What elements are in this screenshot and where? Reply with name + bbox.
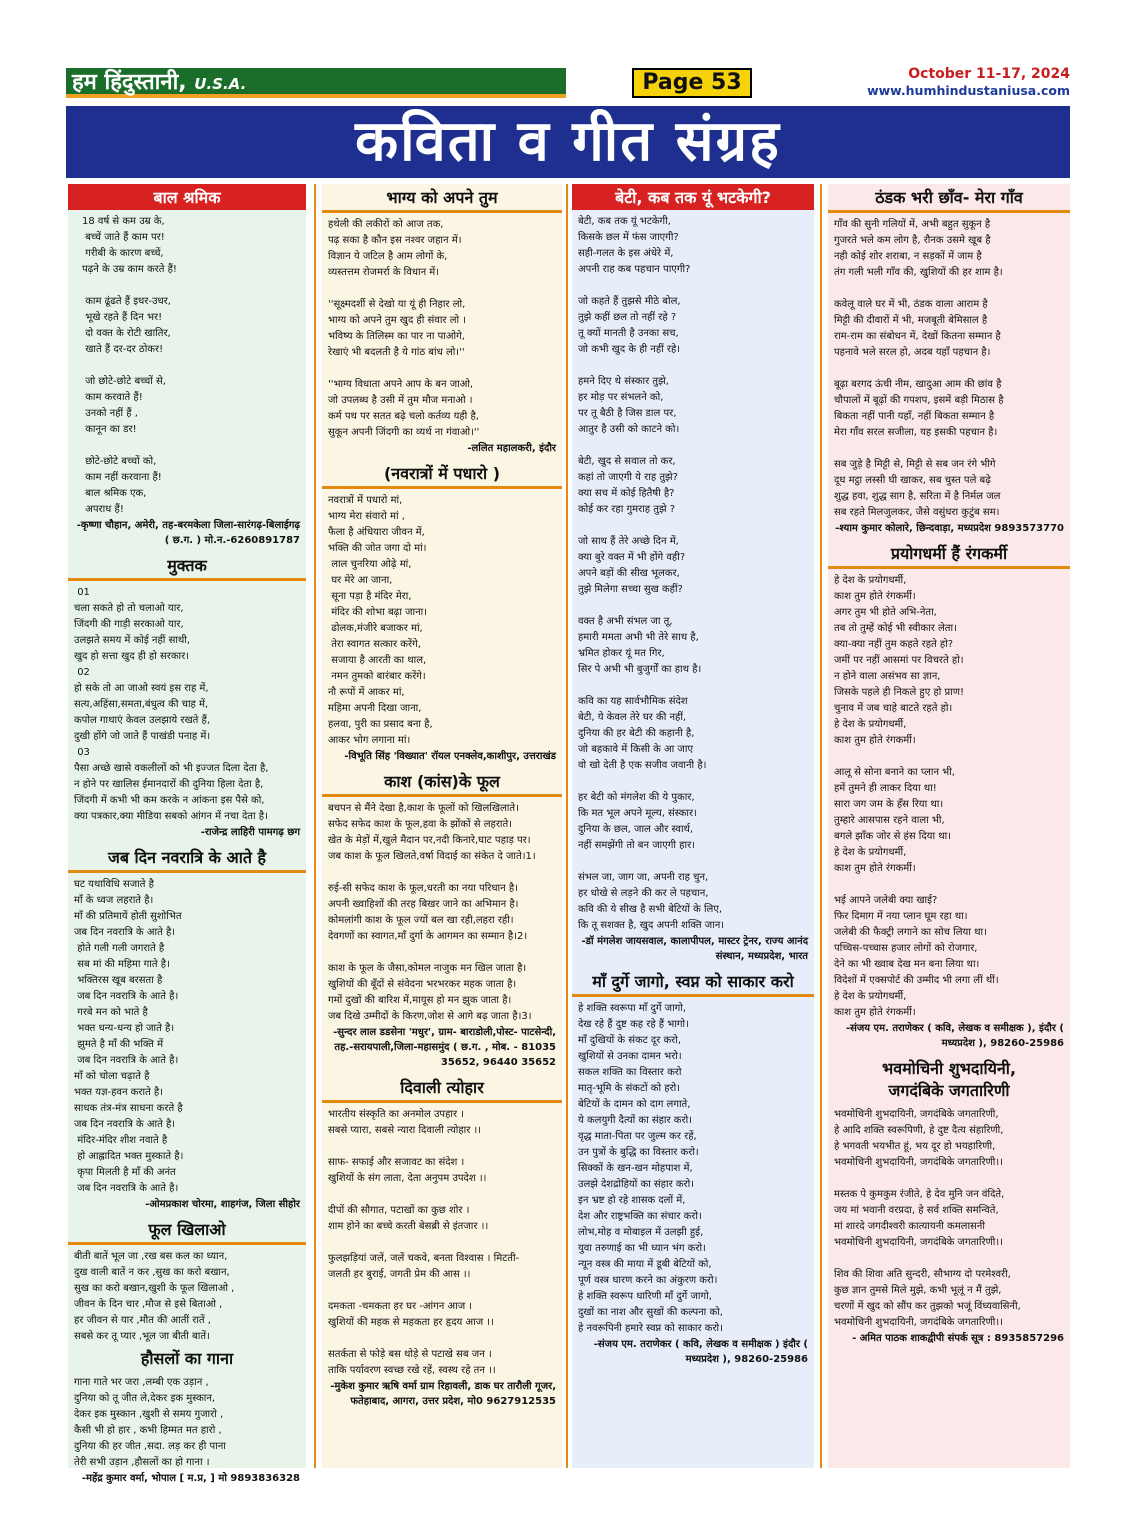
poem-body: हे शक्ति स्वरूपा माँ दुर्गे जागो, देख रहे हैं दुष्ट कह रहे हैं भागो। माँ दुखियों के संकट दूर करो, खुशियों से उनका दामन भरो। सकल शक्ति का विस्तार करो मातृ-भूमि के संकटों को हरो। बेटियों के दामन को दाग लगाते, ये कलयुगी दैत्यों का संहार करो। वृद्ध माता-पिता पर जुल्म कर रहें, उन पुत्रों के बुद्धि का विस्तार करो। सिक्कों के खन-खन मोहपाश में, उलझे देशद्रोहियों का संहार करो। इन भ्रष्ट हो रहे शासक दलों में, देश और राष्ट्रभक्ति का संचार करो। लोभ,मोह व मोबाइल में उलझी हुई, युवा तरुणाई का भी ध्यान भंग करो। न्यून वस्त्र की माया में डूबी बेटियों को, पूर्ण वस्त्र धारण करने का अंकुरण करो। हे शक्ति स्वरूप धारिणी माँ दुर्गे जागो, दुखों का नाश और सुखों की कल्पना को, हे नवरूपिनी हमारे स्वप्न को साकार करो। [578,1003,723,1334]
poem-title: हौसलों का गाना [140,1349,234,1368]
brand-suffix: U.S.A. [194,75,247,93]
column-divider [566,184,568,1468]
poem-title: प्रयोगधर्मी हैं रंगकर्मी [828,540,1070,569]
poem-author: - अमित पाठक शाकद्वीपी संपर्क सूत्र : 8935857296 [852,1333,1064,1344]
poem-body: नवरात्रों में पधारो मां, भाग्य मेरा संवारो मां , फैला है अंधियारा जीवन में, भक्ति की जोत जगा दो मां। लाल चुनरिया ओढ़े मां, घर मेरे आ जाना, सूना पड़ा है मंदिर मेरा, मंदिर की शोभा बढ़ा जाना। ढोलक,मंजीरे बजाकर मां, तेरा स्वागत सत्कार करेंगे, सजाया है आरती का थाल, नमन तुमको बारंबार करेंगे। नौ रूपों में आकर मां, महिमा अपनी दिखा जाना, हलवा, पुरी का प्रसाद बना है, आकर भोग लगाना मां। [328,495,433,746]
poem-author: -ओमप्रकाश चोरमा, शाहगंज, जिला सीहोर [145,1199,300,1210]
poem-author: -महेंद्र कुमार वर्मा, भोपाल [ म.प्र, ] मो 9893836328 [81,1473,300,1484]
poem-title: मुक्तक [68,552,306,581]
poem-author: -डॉ मंगलेश जायसवाल, कालापीपल, मास्टर ट्रेनर, राज्य आनंद संस्थान, मध्यप्रदेश, भारत [581,936,808,962]
poem-title: ठंडक भरी छाँव- मेरा गाँव [828,184,1070,213]
poem-title: बाल श्रमिक [68,184,306,210]
column-divider [820,184,822,1468]
poem-author: -राजेन्द्र लाहिरी पामगढ़ छग [200,827,300,838]
poem-body: गाँव की सुनी गलियों में, अभी बहुत सुकून है गुजरते भले कम लोग है, रौनक उसमे खूब है नही कोई शोर शराबा, न सड़कों में जाम है तंग गली भली गाँव की, खुशियों की हर शाम है। कवेलू वाले घर में भी, ठंडक वाला आराम है मिट्टी की दीवारों में भी, मजबूती बेमिसाल है राम-राम का संबोधन में, देखों कितना सम्मान है पहनावे भले सरल हो, अदब यहाँ पहचान है। बूढ़ा बरगद ऊंची नीम, खादुआ आम की छांव है चौपालों में बूढ़ों की गपशप, इसमें बड़ी मिठास है बिकता नहीं पानी यहाँ, नहीं बिकता सम्मान है मेरा गाँव सरल सजीला, यह इसकी पहचान है। सब जुड़े है मिट्टी से, मिट्टी से सब जन रंगे भीगे दूध मट्ठा लस्सी घी खाकर, सब चुस्त पले बढ़े शुद्ध हवा, शुद्ध साग है, सरिता में है निर्मल जल सब रहते मिलजुलकर, जैसे वसुंधरा कुटुंब सम। [834,219,1004,518]
brand-name: हम हिंदुस्तानी, [72,70,187,95]
poem-title: (नवरात्रों में पधारो ) [322,460,562,489]
poem-body: भारतीय संस्कृति का अनमोल उपहार । सबसे प्यारा, सबसे न्यारा दिवाली त्योहार ।। साफ- सफाई और सजावट का संदेश । खुशियों के संग लाता, देता अनुपम उपदेश ।। दीपों की सौगात, पटाखों का कुछ शोर । शाम होने का बच्चे करती बेसब्री से इंतजार ।। फुलझड़ियां जलें, जलें चकवे, बनता विश्वास । मिटती- जलती हर बुराई, जगती प्रेम की आस ।। दमकता -चमकता हर घर -आंगन आज । खुशियों की महक से महकता हर हृदय आज ।। सतर्कता से फोड़े बस थोड़े से पटाखे सब जन । ताकि पर्यावरण स्वच्छ रखे रहें, स्वस्थ रहे तन ।। [328,1109,520,1376]
poem-body: घट यथाविधि सजाते है माँ के ध्वज लहराते है। माँ की प्रतिमायें होती सुशोभित जब दिन नवरात्रि के आते है। होते गली गली जगराते है सब मां की महिमा गाते है। भक्तिरस खूब बरसता है जब दिन नवरात्रि के आते है। गरबे मन को भाते है भक्त धन्य-धन्य हो जाते है। झुमते है माँ की भक्ति में जब दिन नवरात्रि के आते है। माँ को चोला चढ़ाते है भक्त यज्ञ-हवन कराते है। साधक तंत्र-मंत्र साधना करते है जब दिन नवरात्रि के आते है। मंदिर-मंदिर शीश नवाते है हो आह्लादित भक्त मुस्काते है। कृपा मिलती है माँ की अनंत जब दिन नवरात्रि के आते है। [74,879,184,1194]
poem-body: गाना गाते भर जरा ,लम्बी एक उड़ान , दुनिया को तू जीत ले,देकर इक मुस्कान, देकर इक मुस्कान ,खुशी से समय गुजारो , कैसी भी हो हार , कभी हिम्मत मत हारो , दुनिया की हर जीत ,सदा. लड़ कर ही पाना तेरी सभी उड़ान ,हौसलों का हो गाना । [74,1377,226,1468]
poem-body: हथेली की लकीरों को आज तक, पढ़ सका है कौन इस नश्वर जहान में। विज्ञान ये जटिल है आम लोगों के, व्यस्तत्तम रोजमर्रा के विधान में। ''सूक्ष्मदर्शी से देखो या यूं ही निहार लो, भाग्य को अपने तुम खुद ही संवार लो । भविष्य के तिलिस्म का पार ना पाओगे, रेखाएं भी बदलती है ये गांठ बांध लो।'' ''भाग्य विधाता अपने आप के बन जाओ, जो उपलब्ध है उसी में तुम मौज मनाओ । कर्म पथ पर सतत बढ़े चलो कर्तव्य यही है, सुकून अपनी जिंदगी का व्यर्थ ना गंवाओ।'' [328,219,480,438]
poem-body: बचपन से मैंने देखा है,काश के फूलों को खिलखिलाते। सफेद सफेद काश के फूल,हवा के झोंकों से लहराते। खेत के मेड़ों में,खुले मैदान पर,नदी किनारे,घाट पहाड़ पर। जब काश के फूल खिलते,वर्षा विदाई का संकेत दे जाते।1। रुई-सी सफेद काश के फूल,धरती का नया परिधान है। अपनी ख्वाहिशों की तरह बिखर जाने का अभिमान है। कोमलांगी काश के फूल ज्यों बल खा रही,लहरा रही। देवगणों का स्वागत,माँ दुर्गा के आगमन का सम्मान है।2। काश के फूल के जैसा,कोमल नाजुक मन खिल जाता है। खुशियों की बूँदों से संवेदना भरभरकर महक जाता है। गमों दुखों की बारिश में,मायूस हो मन झुक जाता है। जब दिखे उम्मीदों के किरण,जोश से आगे बढ़ जाता है।3। [328,803,536,1022]
poem-title: फूल खिलाओ [68,1216,306,1245]
poem-author: -मुकेश कुमार ऋषि वर्मा ग्राम रिहावली, डाक घर तारौली गूजर, फतेहाबाद, आगरा, उत्तर प्रदेश, मो0 9627912535 [330,1381,556,1407]
brand-logo [66,68,566,98]
column-2 [322,184,562,1468]
website-link[interactable]: www.humhindustaniusa.com [867,83,1070,98]
poem-author: -श्याम कुमार कोलारे, छिन्दवाड़ा, मध्यप्रदेश 9893573770 [835,523,1064,534]
poem-title: दिवाली त्योहार [322,1074,562,1103]
column-3 [572,184,814,1468]
page-number: Page 53 [632,68,752,98]
column-1 [68,184,306,1484]
poem-title: भवमोचिनी शुभदायिनी, जगदंबिके जगतारिणी [881,1059,1017,1100]
poem-title: बेटी, कब तक यूं भटकेगी? [572,184,814,210]
poem-author: -कृष्णा चौहान, अमेरी, तह-बरमकेला जिला-सारंगढ़-बिलाईगढ़ ( छ.ग. ) मो.न.-6260891787 [76,520,300,546]
poem-author: -संजय एम. तराणेकर ( कवि, लेखक व समीक्षक ) इंदौर ( मध्यप्रदेश ), 98260-25986 [593,1339,808,1365]
poem-body: हे देश के प्रयोगधर्मी, काश तुम होते रंगकर्मी। अगर तुम भी होते अभि-नेता, तब तो तुम्हें कोई भी स्वीकार लेता। क्या-क्या नहीं तुम कहते रहते हो? जमीं पर नहीं आसमां पर विचरते हो। न होने वाला असंभव सा ज्ञान, जिसके पहले ही निकले हुए हो प्राण! चुनाव में जब चाहे बाटते रहते हो। हे देश के प्रयोगधर्मी, काश तुम होते रंगकर्मी। आलू से सोना बनाने का प्लान भी, हमें तुमने ही लाकर दिया था! सारा जग जम के हँस रिया था। तुम्हारे आसपास रहने वाला भी, बगले झाँक जोर से हंस दिया था। हे देश के प्रयोगधर्मी, काश तुम होते रंगकर्मी। भई आपने जलेबी क्या खाई? फिर दिमाग में नया प्लान घूम रहा था। जलेबी की फैक्ट्री लगाने का सोच लिया था। पच्चिस-पच्चास हजार लोगों को रोजगार, देने का भी ख्वाब देख मन बना लिया था। विदेशों में एक्सपोर्ट की उम्मीद भी लगा लीं थीं। हे देश के प्रयोगधर्मी, काश तुम होते रंगकर्मी। [834,575,999,1018]
masthead [66,66,1070,102]
poem-author: -सुन्दर लाल डडसेना 'मधुर', ग्राम- बाराडोली,पोस्ट- पाटसेन्दी, तह.-सरायपाली,जिला-महासमुंद ( छ.ग. , मोब. - 81035 35652, 96440 35652 [333,1027,556,1068]
column-divider [314,184,316,1468]
poem-title: जब दिन नवरात्रि के आते है [68,844,306,873]
poem-title: भाग्य को अपने तुम [322,184,562,213]
issue-date: October 11-17, 2024 [908,66,1070,82]
poem-title: माँ दुर्गे जागो, स्वप्न को साकार करो [572,968,814,997]
poem-body: बीती बातें भूल जा ,रख बस कल का ध्यान, दुख वाली बातें न कर ,सुख का करो बखान, सुख का करो बखान,खुशी के फूल खिलाओ , जीवन के दिन चार ,मौज से इसे बिताओ , हर जीवन से यार ,मौत की आतीं रातें , सबसे कर तू प्यार ,भूल जा बीती बातें। [74,1251,235,1342]
poem-body: बेटी, कब तक यूं भटकेगी, किसके छल में फंस जाएगी? सही-गलत के इस अंधेरे में, अपनी राह कब पहचान पाएगी? जो कहते हैं तुझसे मीठे बोल, तुझे कहीं छल तो नहीं रहे ? तू क्यों मानती है उनका सच, जो कभी खुद के ही नहीं रहे। हमने दिए थे संस्कार तुझे, हर मोड़ पर संभलने को, पर तू बैठी है जिस डाल पर, आतुर है उसी को काटने को। बेटी, खुद से सवाल तो कर, कहां तो जाएगी ये राह तुझे? क्या सच में कोई हितैषी है? कोई कर रहा गुमराह तुझे ? जो साथ हैं तेरे अच्छे दिन में, क्या बुरे वक्त में भी होंगे वही? अपने बड़ों की सीख भूलकर, तुझे मिलेगा सच्चा सुख कहीं? वक्त है अभी संभल जा तू, हमारी ममता अभी भी तेरे साथ है, भ्रमित होकर यूं मत गिर, सिर पे अभी भी बुजुर्गों का हाथ है। कवि का यह सार्वभौमिक संदेश बेटी, ये केवल तेरे घर की नहीं, दुनिया की हर बेटी की कहानी है, जो बहकावे में किसी के आ जाए वो खो देती है एक सजीव जवानी है। हर बेटी को मंगलेश की ये पुकार, कि मत भूल अपने मूल्य, संस्कार। दुनिया के छल, जाल और स्वार्थ, नहीं समझेंगी तो बन जाएगी हार। संभल जा, जाग जा, अपनी राह चुन, हर धोखे से लड़ने की कर ले पहचान, कवि की ये सीख है सभी बेटियों के लिए, कि तू सशक्त है, खुद अपनी शक्ति जान। [578,216,725,931]
poem-author: -संजय एम. तराणेकर ( कवि, लेखक व समीक्षक ), इंदौर ( मध्यप्रदेश ), 98260-25986 [845,1023,1064,1049]
poem-body: 01 चला सकते हो तो चलाओ यार, जिंदगी की गाड़ी सरकाओ यार, उलझते समय में कोई नहीं साथी, खुद हो सत्ता खुद ही हो सरकार। 02 हो सके तो आ जाओ स्वयं इस राह में, सत्य,अहिंसा,समता,बंधुत्व की चाह में, कपोल गाथाएं केवल उलझाये रखते हैं, दुखी होंगे जो जाते हैं पाखंडी पनाह में। 03 पैसा अच्छे खासे वकलीलों को भी इज्जत दिला देता है, न होने पर खालिस ईमानदारों की दुनिया हिला देता है, जिंदगी में कभी भी कम करके न आंकना इस पैसे को, क्या पत्रकार,क्या मीडिया सबको आंगन में नचा देता है। [74,587,269,822]
poem-body: 18 वर्ष से कम उम्र के, बच्चें जाते हैं काम पर! गरीबी के कारण बच्चें, पढ़ने के उम्र काम करते हैं! काम ढूंढते हैं इधर-उधर, भूखे रहते हैं दिन भर! दो वक्त के रोटी खातिर, खाते हैं दर-दर ठोकर! जो छोटे-छोटे बच्चों से, काम करवाते हैं! उनको नहीं हैं , कानून का डर! छोटे-छोटे बच्चों को, काम नहीं करवाना हैं! बाल श्रमिक एक, अपराध हैं! [82,216,177,515]
poem-author: -विभूति सिंह 'विख्यात' रॉयल एनक्लेव,काशीपुर, उत्तराखंड [344,751,556,762]
column-4 [828,184,1070,1468]
poem-title: काश (कांस)के फूल [322,768,562,797]
poem-author: -ललित महालकरी, इंदौर [467,443,556,454]
poem-body: भवमोचिनी शुभदायिनी, जगदंबिके जगतारिणी, हे आदि शक्ति स्वरूपिणी, हे दुष्ट दैत्य संहारिणी, हे भगवती भयभीत हूं, भय दूर हो भयहारिणी, भवमोचिनी शुभदायिनी, जगदंबिके जगतारिणी।। मस्तक पे कुमकुम रंजीते, हे देव मुनि जन वंदिते, जय मां भवानी वरप्रदा, हे सर्व शक्ति समन्विते, मां शारदे जगदीश्वरी कात्यायनी कमलासनी भवमोचिनी शुभदायिनी, जगदंबिके जगतारिणी।। शिव की शिवा अति सुन्दरी, सौभाग्य दो परमेश्वरी, कुछ ज्ञान तुमसे मिले मुझे, कभी भूलूं न मैं तुझे, चरणों में खुद को सौंप कर तुझको भजूं विंध्यवासिनी, भवमोचिनी शुभदायिनी, जगदंबिके जगतारिणी।। [834,1109,1021,1328]
section-banner: कविता व गीत संग्रह [66,106,1070,178]
